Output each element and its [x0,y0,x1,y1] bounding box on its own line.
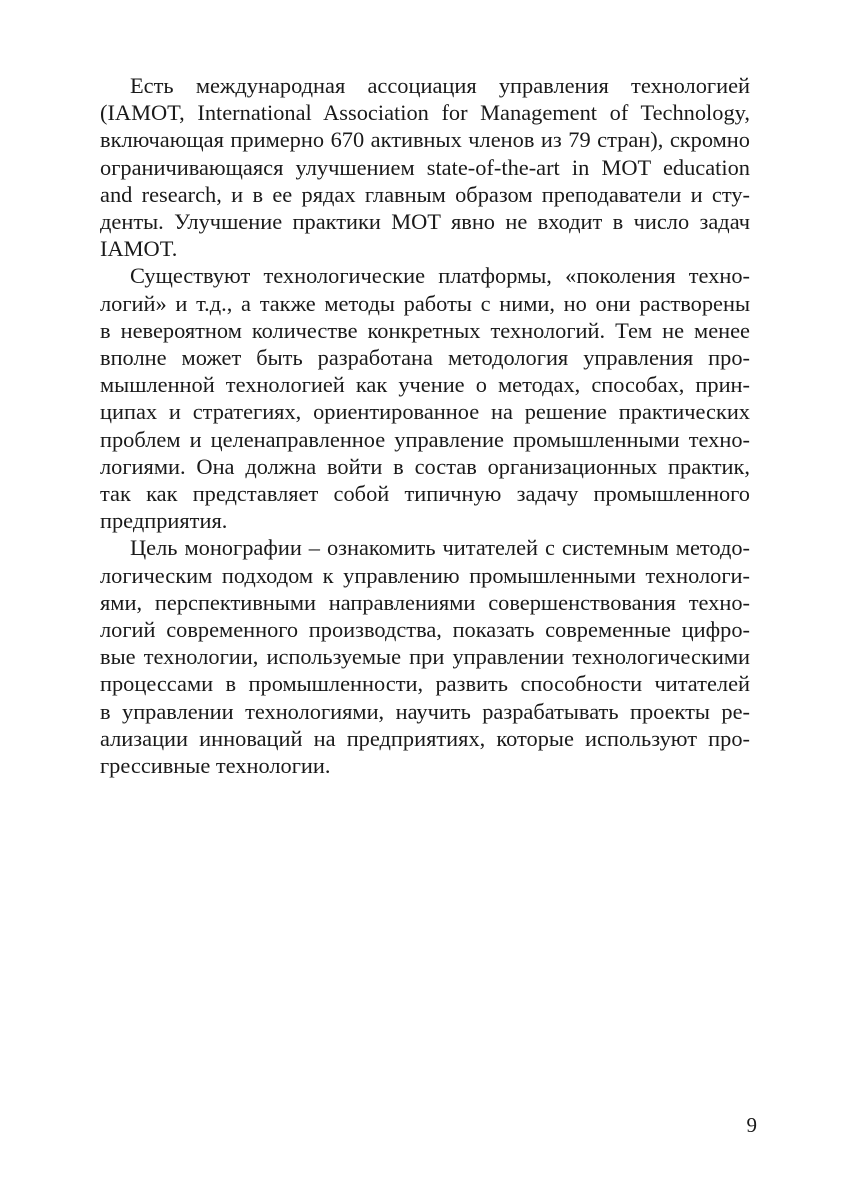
text-line: Существуют технологические платформы, «поколения техно- [130,263,750,289]
text-line: ями, перспективными направлениями совершенствования техно- [100,589,750,615]
text-line: включающая примерно 670 активных членов из 79 стран), скромно [100,127,750,153]
text-line: вые технологии, используемые при управлении технологическими [100,644,750,670]
text-line: ограничивающаяся улучшением state-of-the-art in MOT education [100,154,750,180]
text-line: проблем и целенаправленное управление промышленными техно- [100,426,750,452]
text-line: Цель монографии – ознакомить читателей с системным методо- [130,535,750,561]
text-line: денты. Улучшение практики MOT явно не входит в число задач [100,209,750,235]
text-line: (IAMOT, International Association for Management of Technology, [100,100,750,126]
text-line: в невероятном количестве конкретных технологий. Тем не менее [100,317,750,343]
text-line: так как представляет собой типичную задачу промышленного [100,481,750,507]
text-line: and research, и в ее рядах главным образом преподаватели и сту- [100,181,750,207]
page-number: 9 [746,1113,757,1137]
text-line: мышленной технологией как учение о методах, способах, прин- [100,372,750,398]
text-line: логическим подходом к управлению промышленными технологи- [100,562,750,588]
text-line: логий современного производства, показать современные цифро- [100,617,750,643]
text-line: ципах и стратегиях, ориентированное на решение практических [100,399,750,425]
text-line: в управлении технологиями, научить разрабатывать проекты ре- [100,698,750,724]
paragraph-1 [100,72,750,262]
text-line: грессивные технологии. [100,753,331,779]
text-line: ализации инноваций на предприятиях, которые используют про- [100,725,750,751]
text-line: предприятия. [100,508,228,534]
text-line: вполне может быть разработана методология управления про- [100,345,750,371]
text-line: Есть международная ассоциация управления технологией [130,73,750,98]
paragraph-2 [100,262,750,534]
text-line: логиями. Она должна войти в состав организационных практик, [100,453,750,479]
text-line: процессами в промышленности, развить способности читателей [100,671,750,697]
text-line: IAMOT. [100,236,178,262]
body-text [100,72,750,779]
paragraph-3 [100,534,750,779]
text-line: логий» и т.д., а также методы работы с ними, но они растворены [100,290,750,316]
